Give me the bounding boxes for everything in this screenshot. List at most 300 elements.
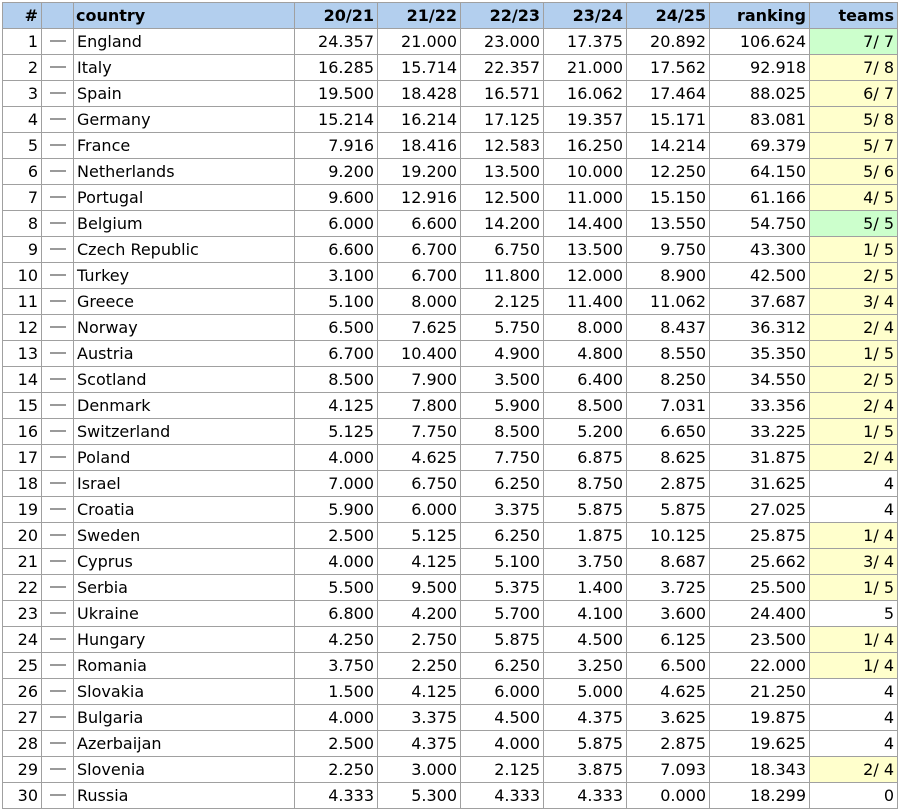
teams-cell: 5/ 6 <box>810 159 898 185</box>
rank-cell: 10 <box>3 263 42 289</box>
teams-cell: 0 <box>810 783 898 809</box>
season-20-21-cell: 5.125 <box>295 419 378 445</box>
table-row <box>3 237 898 263</box>
season-22-23-cell: 11.800 <box>461 263 544 289</box>
ranking-cell: 106.624 <box>710 29 810 55</box>
movement-cell <box>42 29 74 55</box>
ranking-cell: 19.875 <box>710 705 810 731</box>
season-24-25-cell: 8.550 <box>627 341 710 367</box>
teams-cell: 2/ 5 <box>810 367 898 393</box>
table-row <box>3 263 898 289</box>
season-20-21-cell: 24.357 <box>295 29 378 55</box>
season-23-24-cell: 11.400 <box>544 289 627 315</box>
movement-cell <box>42 523 74 549</box>
teams-cell: 3/ 4 <box>810 549 898 575</box>
ranking-cell: 18.343 <box>710 757 810 783</box>
season-22-23-cell: 7.750 <box>461 445 544 471</box>
season-21-22-cell: 7.900 <box>378 367 461 393</box>
movement-cell <box>42 783 74 809</box>
season-22-23-cell: 5.375 <box>461 575 544 601</box>
season-20-21-cell: 4.000 <box>295 445 378 471</box>
season-21-22-cell: 6.700 <box>378 237 461 263</box>
ranking-cell: 69.379 <box>710 133 810 159</box>
season-20-21-cell: 4.333 <box>295 783 378 809</box>
country-cell[interactable]: Romania <box>74 653 295 679</box>
table-row <box>3 315 898 341</box>
rank-cell: 14 <box>3 367 42 393</box>
season-23-24-cell: 6.875 <box>544 445 627 471</box>
header-season-21-22[interactable]: 21/22 <box>378 3 461 29</box>
season-23-24-cell: 3.250 <box>544 653 627 679</box>
season-21-22-cell: 7.750 <box>378 419 461 445</box>
season-23-24-cell: 1.400 <box>544 575 627 601</box>
teams-cell: 1/ 5 <box>810 237 898 263</box>
country-cell[interactable]: Spain <box>74 81 295 107</box>
table-row <box>3 393 898 419</box>
dash-icon <box>50 638 66 640</box>
season-22-23-cell: 23.000 <box>461 29 544 55</box>
table-row <box>3 601 898 627</box>
season-20-21-cell: 6.000 <box>295 211 378 237</box>
rank-cell: 29 <box>3 757 42 783</box>
dash-icon <box>50 170 66 172</box>
country-cell[interactable]: Croatia <box>74 497 295 523</box>
header-season-22-23[interactable]: 22/23 <box>461 3 544 29</box>
season-22-23-cell: 22.357 <box>461 55 544 81</box>
rank-cell: 18 <box>3 471 42 497</box>
season-23-24-cell: 10.000 <box>544 159 627 185</box>
ranking-cell: 22.000 <box>710 653 810 679</box>
season-23-24-cell: 16.062 <box>544 81 627 107</box>
season-23-24-cell: 5.000 <box>544 679 627 705</box>
rank-cell: 11 <box>3 289 42 315</box>
country-cell[interactable]: Austria <box>74 341 295 367</box>
ranking-cell: 54.750 <box>710 211 810 237</box>
country-cell[interactable]: Serbia <box>74 575 295 601</box>
season-21-22-cell: 18.416 <box>378 133 461 159</box>
season-24-25-cell: 5.875 <box>627 497 710 523</box>
dash-icon <box>50 508 66 510</box>
teams-cell: 2/ 4 <box>810 757 898 783</box>
table-row <box>3 783 898 809</box>
table-row <box>3 653 898 679</box>
rank-cell: 3 <box>3 81 42 107</box>
season-22-23-cell: 3.500 <box>461 367 544 393</box>
season-24-25-cell: 20.892 <box>627 29 710 55</box>
dash-icon <box>50 274 66 276</box>
dash-icon <box>50 144 66 146</box>
teams-cell: 4 <box>810 679 898 705</box>
rank-cell: 13 <box>3 341 42 367</box>
dash-icon <box>50 92 66 94</box>
dash-icon <box>50 40 66 42</box>
table-row <box>3 679 898 705</box>
rank-cell: 26 <box>3 679 42 705</box>
table-row <box>3 211 898 237</box>
season-22-23-cell: 17.125 <box>461 107 544 133</box>
season-21-22-cell: 6.000 <box>378 497 461 523</box>
season-23-24-cell: 4.375 <box>544 705 627 731</box>
season-20-21-cell: 4.000 <box>295 705 378 731</box>
season-24-25-cell: 8.687 <box>627 549 710 575</box>
country-cell[interactable]: Germany <box>74 107 295 133</box>
ranking-cell: 42.500 <box>710 263 810 289</box>
movement-cell <box>42 289 74 315</box>
header-rank[interactable]: # <box>3 3 42 29</box>
ranking-cell: 36.312 <box>710 315 810 341</box>
dash-icon <box>50 794 66 796</box>
country-cell[interactable]: Norway <box>74 315 295 341</box>
season-21-22-cell: 4.375 <box>378 731 461 757</box>
season-20-21-cell: 16.285 <box>295 55 378 81</box>
season-22-23-cell: 5.100 <box>461 549 544 575</box>
country-cell[interactable]: Czech Republic <box>74 237 295 263</box>
country-cell[interactable]: Scotland <box>74 367 295 393</box>
season-21-22-cell: 5.125 <box>378 523 461 549</box>
season-24-25-cell: 4.625 <box>627 679 710 705</box>
movement-cell <box>42 549 74 575</box>
country-cell[interactable]: Turkey <box>74 263 295 289</box>
season-20-21-cell: 5.900 <box>295 497 378 523</box>
rank-cell: 8 <box>3 211 42 237</box>
teams-cell: 1/ 5 <box>810 575 898 601</box>
table-body <box>3 29 898 809</box>
table-row <box>3 549 898 575</box>
rank-cell: 15 <box>3 393 42 419</box>
season-20-21-cell: 4.250 <box>295 627 378 653</box>
season-22-23-cell: 13.500 <box>461 159 544 185</box>
rank-cell: 28 <box>3 731 42 757</box>
season-24-25-cell: 3.625 <box>627 705 710 731</box>
table-row <box>3 523 898 549</box>
movement-cell <box>42 185 74 211</box>
country-cell[interactable]: Portugal <box>74 185 295 211</box>
movement-cell <box>42 757 74 783</box>
movement-cell <box>42 133 74 159</box>
rank-cell: 24 <box>3 627 42 653</box>
season-22-23-cell: 6.250 <box>461 523 544 549</box>
teams-cell: 3/ 4 <box>810 289 898 315</box>
rank-cell: 19 <box>3 497 42 523</box>
ranking-cell: 61.166 <box>710 185 810 211</box>
season-22-23-cell: 5.900 <box>461 393 544 419</box>
movement-cell <box>42 419 74 445</box>
ranking-cell: 21.250 <box>710 679 810 705</box>
teams-cell: 5 <box>810 601 898 627</box>
country-cell[interactable]: France <box>74 133 295 159</box>
season-23-24-cell: 11.000 <box>544 185 627 211</box>
movement-cell <box>42 497 74 523</box>
teams-cell: 1/ 5 <box>810 341 898 367</box>
season-20-21-cell: 6.700 <box>295 341 378 367</box>
dash-icon <box>50 612 66 614</box>
ranking-cell: 31.625 <box>710 471 810 497</box>
season-21-22-cell: 6.750 <box>378 471 461 497</box>
ranking-cell: 31.875 <box>710 445 810 471</box>
rank-cell: 17 <box>3 445 42 471</box>
season-22-23-cell: 4.333 <box>461 783 544 809</box>
season-24-25-cell: 10.125 <box>627 523 710 549</box>
movement-cell <box>42 81 74 107</box>
movement-cell <box>42 575 74 601</box>
season-22-23-cell: 4.900 <box>461 341 544 367</box>
country-cell[interactable]: Poland <box>74 445 295 471</box>
season-24-25-cell: 7.031 <box>627 393 710 419</box>
season-21-22-cell: 16.214 <box>378 107 461 133</box>
table-row <box>3 757 898 783</box>
season-24-25-cell: 8.900 <box>627 263 710 289</box>
season-20-21-cell: 4.000 <box>295 549 378 575</box>
header-season-23-24[interactable]: 23/24 <box>544 3 627 29</box>
country-cell[interactable]: Cyprus <box>74 549 295 575</box>
table-row <box>3 367 898 393</box>
season-22-23-cell: 4.500 <box>461 705 544 731</box>
dash-icon <box>50 430 66 432</box>
season-23-24-cell: 14.400 <box>544 211 627 237</box>
season-24-25-cell: 6.650 <box>627 419 710 445</box>
rank-cell: 9 <box>3 237 42 263</box>
header-season-24-25[interactable]: 24/25 <box>627 3 710 29</box>
country-cell[interactable]: Slovakia <box>74 679 295 705</box>
season-23-24-cell: 5.875 <box>544 731 627 757</box>
ranking-cell: 43.300 <box>710 237 810 263</box>
rank-cell: 20 <box>3 523 42 549</box>
dash-icon <box>50 586 66 588</box>
season-22-23-cell: 5.875 <box>461 627 544 653</box>
teams-cell: 7/ 8 <box>810 55 898 81</box>
rank-cell: 4 <box>3 107 42 133</box>
country-cell[interactable]: England <box>74 29 295 55</box>
season-23-24-cell: 8.500 <box>544 393 627 419</box>
season-22-23-cell: 14.200 <box>461 211 544 237</box>
table-row <box>3 107 898 133</box>
country-cell[interactable]: Azerbaijan <box>74 731 295 757</box>
teams-cell: 1/ 4 <box>810 653 898 679</box>
country-cell[interactable]: Bulgaria <box>74 705 295 731</box>
dash-icon <box>50 664 66 666</box>
teams-cell: 4 <box>810 705 898 731</box>
rank-cell: 22 <box>3 575 42 601</box>
teams-cell: 6/ 7 <box>810 81 898 107</box>
dash-icon <box>50 716 66 718</box>
table-row <box>3 627 898 653</box>
season-23-24-cell: 4.100 <box>544 601 627 627</box>
season-20-21-cell: 9.200 <box>295 159 378 185</box>
country-cell[interactable]: Denmark <box>74 393 295 419</box>
season-22-23-cell: 12.583 <box>461 133 544 159</box>
season-23-24-cell: 4.800 <box>544 341 627 367</box>
country-cell[interactable]: Israel <box>74 471 295 497</box>
season-24-25-cell: 17.562 <box>627 55 710 81</box>
country-cell[interactable]: Italy <box>74 55 295 81</box>
season-21-22-cell: 12.916 <box>378 185 461 211</box>
ranking-cell: 27.025 <box>710 497 810 523</box>
movement-cell <box>42 679 74 705</box>
dash-icon <box>50 534 66 536</box>
season-23-24-cell: 3.750 <box>544 549 627 575</box>
country-cell[interactable]: Hungary <box>74 627 295 653</box>
season-22-23-cell: 8.500 <box>461 419 544 445</box>
table-row <box>3 55 898 81</box>
season-23-24-cell: 4.333 <box>544 783 627 809</box>
season-23-24-cell: 17.375 <box>544 29 627 55</box>
rank-cell: 30 <box>3 783 42 809</box>
movement-cell <box>42 445 74 471</box>
season-21-22-cell: 2.750 <box>378 627 461 653</box>
dash-icon <box>50 456 66 458</box>
season-23-24-cell: 8.000 <box>544 315 627 341</box>
season-20-21-cell: 6.500 <box>295 315 378 341</box>
table-row <box>3 471 898 497</box>
movement-cell <box>42 627 74 653</box>
season-24-25-cell: 11.062 <box>627 289 710 315</box>
movement-cell <box>42 237 74 263</box>
season-20-21-cell: 5.100 <box>295 289 378 315</box>
table-row <box>3 289 898 315</box>
season-20-21-cell: 6.800 <box>295 601 378 627</box>
season-20-21-cell: 19.500 <box>295 81 378 107</box>
table-row <box>3 497 898 523</box>
ranking-cell: 33.225 <box>710 419 810 445</box>
teams-cell: 1/ 4 <box>810 523 898 549</box>
country-cell[interactable]: Belgium <box>74 211 295 237</box>
season-24-25-cell: 2.875 <box>627 471 710 497</box>
movement-cell <box>42 393 74 419</box>
season-22-23-cell: 12.500 <box>461 185 544 211</box>
country-cell[interactable]: Slovenia <box>74 757 295 783</box>
season-24-25-cell: 8.437 <box>627 315 710 341</box>
season-23-24-cell: 3.875 <box>544 757 627 783</box>
season-23-24-cell: 6.400 <box>544 367 627 393</box>
dash-icon <box>50 560 66 562</box>
dash-icon <box>50 248 66 250</box>
movement-cell <box>42 263 74 289</box>
season-23-24-cell: 13.500 <box>544 237 627 263</box>
season-22-23-cell: 2.125 <box>461 757 544 783</box>
season-24-25-cell: 2.875 <box>627 731 710 757</box>
season-21-22-cell: 4.125 <box>378 549 461 575</box>
country-cell[interactable]: Sweden <box>74 523 295 549</box>
header-ranking[interactable]: ranking <box>710 3 810 29</box>
ranking-cell: 25.875 <box>710 523 810 549</box>
season-23-24-cell: 4.500 <box>544 627 627 653</box>
season-20-21-cell: 15.214 <box>295 107 378 133</box>
rank-cell: 16 <box>3 419 42 445</box>
dash-icon <box>50 222 66 224</box>
season-21-22-cell: 5.300 <box>378 783 461 809</box>
header-movement <box>42 3 74 29</box>
season-23-24-cell: 16.250 <box>544 133 627 159</box>
ranking-cell: 24.400 <box>710 601 810 627</box>
ranking-cell: 88.025 <box>710 81 810 107</box>
season-24-25-cell: 0.000 <box>627 783 710 809</box>
season-20-21-cell: 5.500 <box>295 575 378 601</box>
ranking-cell: 35.350 <box>710 341 810 367</box>
season-22-23-cell: 4.000 <box>461 731 544 757</box>
season-20-21-cell: 2.500 <box>295 523 378 549</box>
ranking-cell: 19.625 <box>710 731 810 757</box>
movement-cell <box>42 471 74 497</box>
season-20-21-cell: 2.500 <box>295 731 378 757</box>
country-cell[interactable]: Ukraine <box>74 601 295 627</box>
season-24-25-cell: 17.464 <box>627 81 710 107</box>
season-21-22-cell: 19.200 <box>378 159 461 185</box>
season-20-21-cell: 1.500 <box>295 679 378 705</box>
header-season-20-21[interactable]: 20/21 <box>295 3 378 29</box>
country-cell[interactable]: Greece <box>74 289 295 315</box>
teams-cell: 5/ 7 <box>810 133 898 159</box>
rank-cell: 7 <box>3 185 42 211</box>
movement-cell <box>42 55 74 81</box>
teams-cell: 4/ 5 <box>810 185 898 211</box>
season-22-23-cell: 6.750 <box>461 237 544 263</box>
season-21-22-cell: 9.500 <box>378 575 461 601</box>
season-23-24-cell: 21.000 <box>544 55 627 81</box>
dash-icon <box>50 482 66 484</box>
season-23-24-cell: 1.875 <box>544 523 627 549</box>
season-20-21-cell: 3.100 <box>295 263 378 289</box>
season-21-22-cell: 4.625 <box>378 445 461 471</box>
dash-icon <box>50 196 66 198</box>
ranking-cell: 34.550 <box>710 367 810 393</box>
header-country[interactable]: country <box>74 3 295 29</box>
season-21-22-cell: 7.625 <box>378 315 461 341</box>
teams-cell: 2/ 4 <box>810 445 898 471</box>
ranking-cell: 25.662 <box>710 549 810 575</box>
teams-cell: 5/ 8 <box>810 107 898 133</box>
header-row <box>3 3 898 29</box>
country-cell[interactable]: Netherlands <box>74 159 295 185</box>
rank-cell: 21 <box>3 549 42 575</box>
dash-icon <box>50 742 66 744</box>
season-23-24-cell: 5.875 <box>544 497 627 523</box>
season-21-22-cell: 2.250 <box>378 653 461 679</box>
season-24-25-cell: 7.093 <box>627 757 710 783</box>
movement-cell <box>42 107 74 133</box>
ranking-cell: 25.500 <box>710 575 810 601</box>
season-20-21-cell: 4.125 <box>295 393 378 419</box>
season-21-22-cell: 3.375 <box>378 705 461 731</box>
ranking-cell: 23.500 <box>710 627 810 653</box>
season-21-22-cell: 8.000 <box>378 289 461 315</box>
season-24-25-cell: 8.250 <box>627 367 710 393</box>
dash-icon <box>50 768 66 770</box>
dash-icon <box>50 404 66 406</box>
rank-cell: 6 <box>3 159 42 185</box>
rank-cell: 12 <box>3 315 42 341</box>
table-row <box>3 731 898 757</box>
dash-icon <box>50 326 66 328</box>
ranking-cell: 33.356 <box>710 393 810 419</box>
season-24-25-cell: 15.150 <box>627 185 710 211</box>
teams-cell: 7/ 7 <box>810 29 898 55</box>
rank-cell: 5 <box>3 133 42 159</box>
rank-cell: 23 <box>3 601 42 627</box>
table-row <box>3 159 898 185</box>
country-cell[interactable]: Russia <box>74 783 295 809</box>
table-row <box>3 341 898 367</box>
dash-icon <box>50 352 66 354</box>
season-21-22-cell: 15.714 <box>378 55 461 81</box>
movement-cell <box>42 367 74 393</box>
header-teams[interactable]: teams <box>810 3 898 29</box>
country-cell[interactable]: Switzerland <box>74 419 295 445</box>
rank-cell: 27 <box>3 705 42 731</box>
season-24-25-cell: 14.214 <box>627 133 710 159</box>
teams-cell: 4 <box>810 471 898 497</box>
season-21-22-cell: 3.000 <box>378 757 461 783</box>
dash-icon <box>50 378 66 380</box>
